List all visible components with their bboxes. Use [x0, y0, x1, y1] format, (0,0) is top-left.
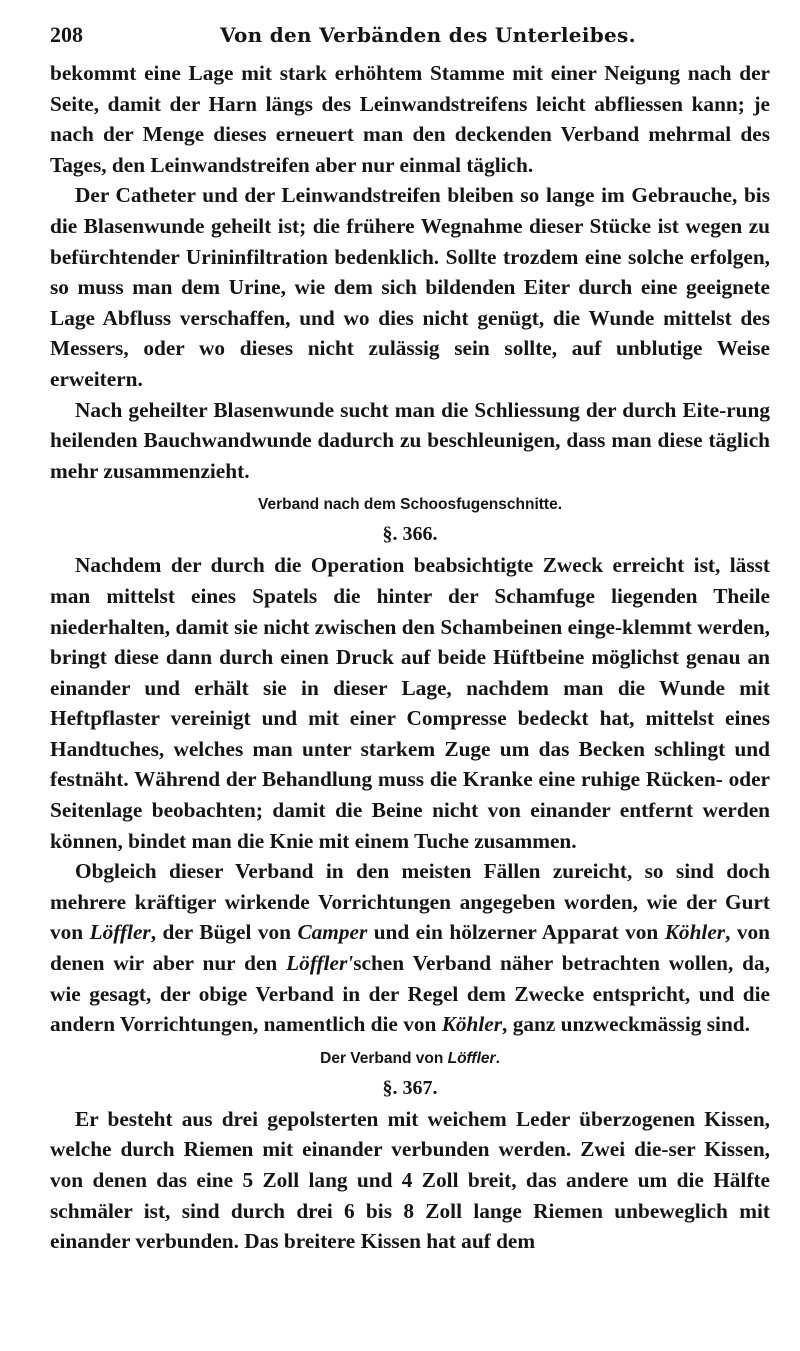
- author-name: Köhler: [664, 920, 726, 945]
- page-number: 208: [50, 22, 83, 47]
- heading-text: .: [495, 1049, 500, 1067]
- section-number: §. 366.: [382, 523, 438, 546]
- text-run: schen Verband näher betrachten wollen, da, wie gesagt, der obige Verband in der Regel dem Zwecke entspricht, und die andern Vorrichtungen, namentlich die von: [50, 951, 770, 1037]
- paragraph: [50, 856, 770, 1040]
- author-name: Köhler: [441, 1012, 503, 1037]
- text-run: Obgleich dieser Verband in den meisten Fällen zureicht, so sind doch mehrere kräftiger wirkende Vorrichtungen angegeben worden, wie der Gurt von: [50, 859, 770, 945]
- text-run: , der Bügel von: [150, 920, 298, 945]
- paragraph: Er besteht aus drei gepolsterten mit weichem Leder überzogenen Kissen, welche durch Riemen mit einander verbunden werden. Zwei die-ser Kissen, von denen das eine 5 Zoll lang und 4 Zoll breit, das andere um die Hälfte schmäler ist, sind durch drei 6 bis 8 Zoll lange Riemen unbeweglich mit einander verbunden. Das breitere Kissen hat auf dem: [50, 1106, 770, 1254]
- section-number: §. 367.: [382, 1076, 438, 1099]
- author-name: Camper: [297, 920, 368, 945]
- paragraph: bekommt eine Lage mit stark erhöhtem Stamme mit einer Neigung nach der Seite, damit der Harn längs des Leinwandstreifens leicht abfliessen kann; je nach der Menge dieses erneuert man den deckenden Verband mehrmal des Tages, den Leinwandstreifen aber nur einmal täglich.: [50, 61, 770, 177]
- heading-text: Der Verband von: [320, 1049, 448, 1067]
- text-run: , von denen wir aber nur den: [50, 920, 770, 976]
- section-heading: Verband nach dem Schoosfugenschnitte.: [257, 496, 563, 514]
- author-name: Löffler: [89, 920, 151, 945]
- page-header: [50, 22, 770, 50]
- paragraph: Nachdem der durch die Operation beabsichtigte Zweck erreicht ist, lässt man mittelst eines Spatels die hinter der Schamfuge liegenden Theile niederhalten, damit sie nicht zwischen den Schambeinen einge-klemmt werden, bringt diese dann durch einen Druck auf beide Hüftbeine möglichst genau an einander und erhält sie in dieser Lage, nachdem man die Wunde mit Heftpflaster vereinigt und mit einer Compresse bedeckt hat, mittelst eines Handtuches, welches man unter starkem Zuge um das Becken schlingt und festnäht. Während der Behandlung muss die Kranke eine ruhige Rücken- oder Seitenlage beobachten; damit die Beine nicht von einander entfernt werden können, bindet man die Knie mit einem Tuche zusammen.: [50, 553, 770, 853]
- section-heading: [50, 1048, 770, 1070]
- paragraph: Der Catheter und der Leinwandstreifen bleiben so lange im Gebrauche, bis die Blasenwunde geheilt ist; die frühere Wegnahme dieser Stücke ist wegen zu befürchtender Urininfiltration bedenklich. Sollte trozdem eine solche erfolgen, so muss man dem Urine, wie dem sich bildenden Eiter durch eine geeignete Lage Abfluss verschaffen, und wo dies nicht genügt, die Wunde mittelst des Messers, oder wo dieses nicht zulässig sein sollte, auf unblutige Weise erweitern.: [50, 183, 770, 391]
- text-run: und ein hölzerner Apparat von: [367, 920, 665, 945]
- running-title: Von den Verbänden des Unterleibes.: [220, 23, 636, 47]
- text-run: , ganz unzweckmässig sind.: [502, 1012, 750, 1037]
- author-name: Löffler: [447, 1049, 496, 1067]
- paragraph: Nach geheilter Blasenwunde sucht man die Schliessung der durch Eite-rung heilenden Bauchwandwunde dadurch zu beschleunigen, dass man diese täglich mehr zusammenzieht.: [50, 397, 770, 483]
- author-name: Löffler': [286, 951, 354, 976]
